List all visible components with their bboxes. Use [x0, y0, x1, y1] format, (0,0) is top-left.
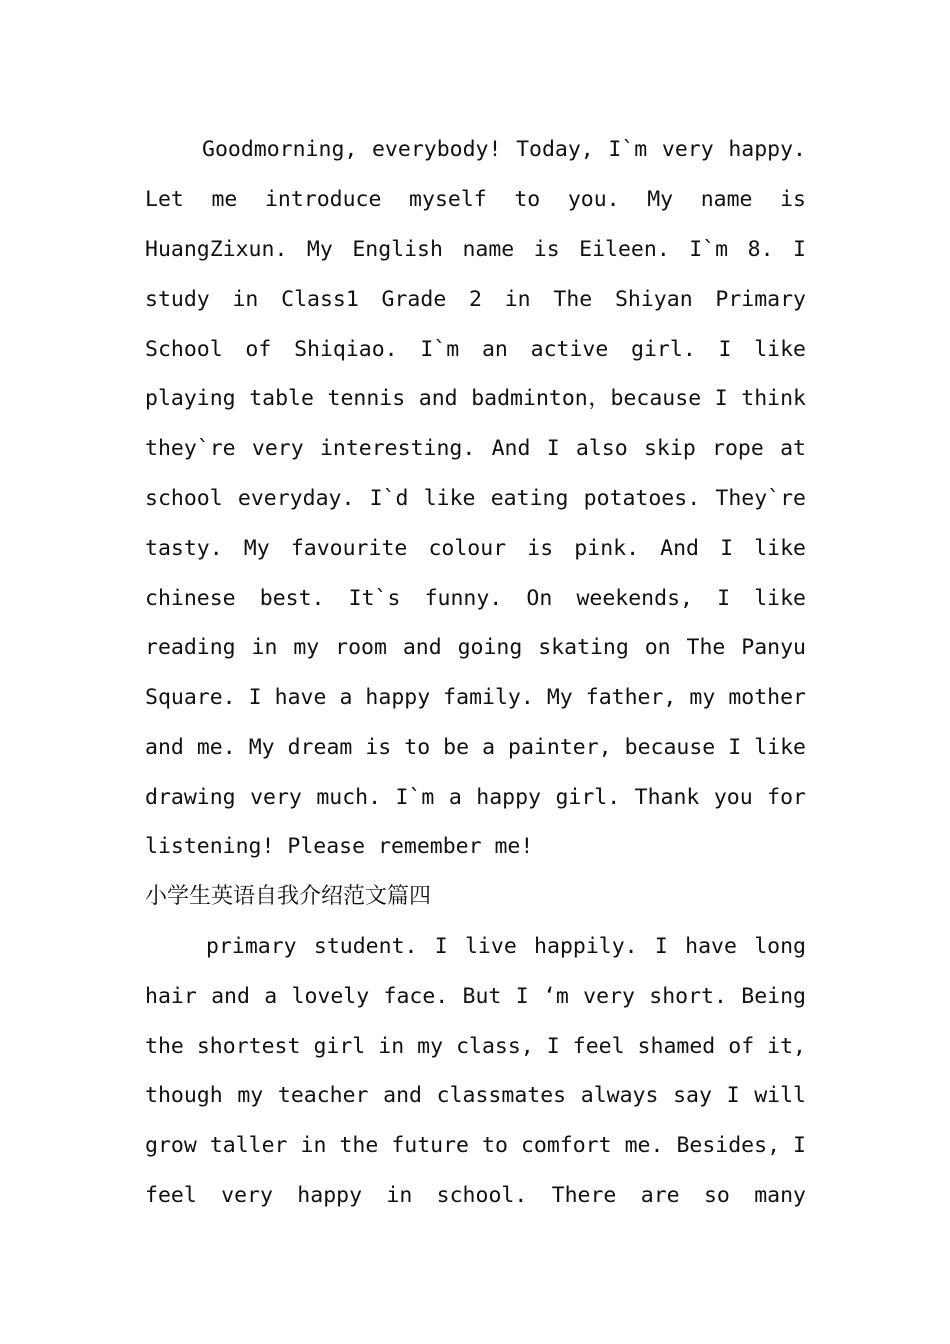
paragraph-line: Goodmorning, everybody! Today, I`m very happy. — [202, 137, 806, 162]
paragraph-line: playing table tennis and badminton，because I think — [145, 386, 806, 411]
paragraph-line: the shortest girl in my class, I feel shamed of it, — [145, 1034, 806, 1059]
paragraph-line: they`re very interesting. And I also skip rope at — [145, 436, 806, 461]
paragraph-line: chinese best. It`s funny. On weekends, I like — [145, 586, 806, 611]
paragraph-line: tasty. My favourite colour is pink. And I like — [145, 536, 806, 561]
paragraph-line: though my teacher and classmates always say I will — [145, 1083, 806, 1108]
paragraph-line: school everyday. I`d like eating potatoes. They`re — [145, 486, 806, 511]
paragraph-line: feel very happy in school. There are so many — [145, 1183, 806, 1208]
paragraph-line: HuangZixun. My English name is Eileen. I`m 8. I — [145, 237, 806, 262]
paragraph-line: hair and a lovely face. But I ‘m very short. Being — [145, 984, 806, 1009]
paragraph-line: and me. My dream is to be a painter, because I like — [145, 735, 806, 760]
paragraph-line: Let me introduce myself to you. My name is — [145, 187, 806, 212]
section-heading: 小学生英语自我介绍范文篇四 — [145, 884, 432, 909]
paragraph-line: School of Shiqiao. I`m an active girl. I like — [145, 337, 806, 362]
paragraph-line: study in Class1 Grade 2 in The Shiyan Primary — [145, 287, 806, 312]
paragraph-line: drawing very much. I`m a happy girl. Thank you for — [145, 785, 806, 810]
paragraph-line: listening! Please remember me! — [145, 834, 534, 859]
paragraph-line: primary student. I live happily. I have long — [206, 934, 806, 959]
paragraph-line: grow taller in the future to comfort me. Besides, I — [145, 1133, 806, 1158]
paragraph-line: Square. I have a happy family. My father, my mother — [145, 685, 806, 710]
paragraph-line: reading in my room and going skating on The Panyu — [145, 635, 806, 660]
